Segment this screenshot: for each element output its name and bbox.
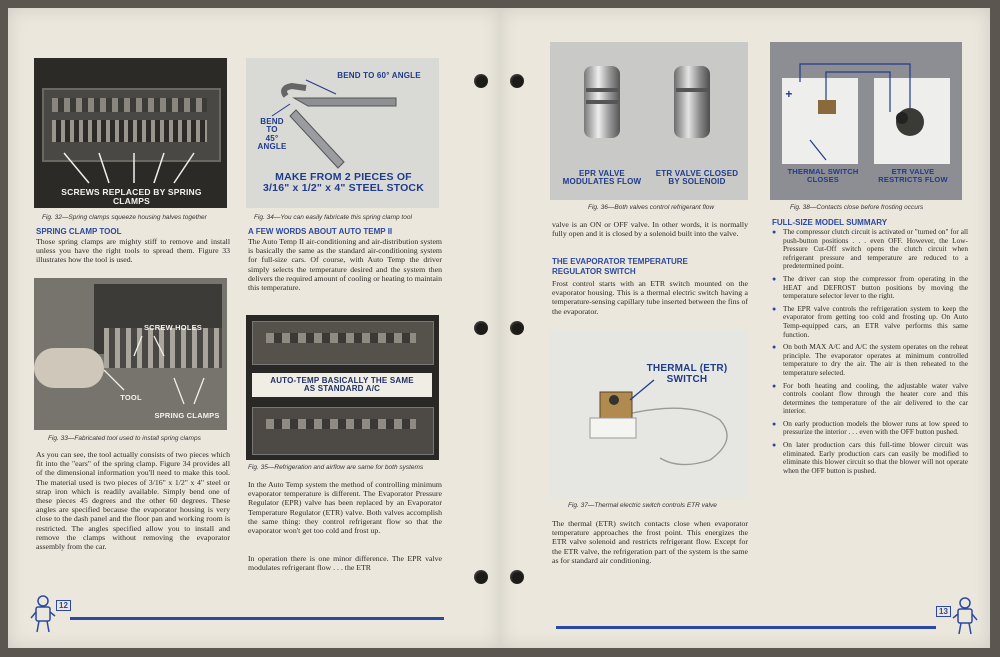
fig34-label-bend60: BEND TO 60° ANGLE — [337, 71, 421, 80]
summary-bullet: ● On later production cars this full-time blower circuit was eliminated. Early production cars can easily be modified to eliminate this blower circuit so that the blower will not operate when the OFF button is pushed. — [772, 441, 968, 475]
auto-temp-paragraph-2: In the Auto Temp system the method of controlling minimum evaporator temperature is different. The Evaporator Pressure Regulator (EPR) valve has been replaced by an Evaporator Temperature Regulator (ETR) valve. Both valves accomplish the same thing: they control refrigerant flow so that the evaporator won't get too cold and frost up. — [248, 480, 442, 536]
fig33-label-spring-clamps: SPRING CLAMPS — [154, 411, 220, 420]
summary-bullet: ● The compressor clutch circuit is activated or "turned on" for all push-button positions . . . even OFF. However, the Low-Pressure Cut-Off switch opens the clutch circuit when refrigerant pressure and temperature are reduced to a predetermined point. — [772, 228, 968, 271]
evap-temp-heading-line2: REGULATOR SWITCH — [552, 267, 636, 276]
fig34-caption: Fig. 34—You can easily fabricate this spring clamp tool — [254, 214, 412, 221]
fig36-caption: Fig. 36—Both valves control refrigerant flow — [588, 204, 715, 211]
fig34-label-bend45-line2: TO — [266, 125, 278, 135]
evap-temp-heading-line1: THE EVAPORATOR TEMPERATURE — [552, 257, 688, 266]
mascot-icon-right — [952, 596, 978, 636]
summary-heading: FULL-SIZE MODEL SUMMARY — [772, 218, 888, 227]
fig34-label-make — [256, 172, 431, 194]
fig38-label-etr-line1: ETR VALVE — [891, 167, 935, 176]
fig33-caption: Fig. 33—Fabricated tool used to install spring clamps — [48, 435, 201, 442]
fig37-label-line2: SWITCH — [666, 373, 708, 385]
fig32-label: SCREWS REPLACED BY SPRING CLAMPS — [61, 187, 202, 206]
mascot-icon-left — [30, 594, 56, 634]
summary-bullet: ● For both heating and cooling, the adjustable water valve controls coolant flow through the heater core and this determines the temperature of the air delivered to the car interior. — [772, 382, 968, 416]
fig37-switch-drawing — [550, 330, 748, 498]
fig37-photo — [550, 330, 748, 498]
fig38-label-switch-line1: THERMAL SWITCH — [787, 167, 859, 176]
spring-clamp-tool-heading: SPRING CLAMP TOOL — [36, 227, 122, 236]
fig34-label-bend45-line3: 45° ANGLE — [257, 133, 287, 152]
auto-temp-body: The Auto Temp II air-conditioning and air-distribution system is basically the same as the standard air-conditioning system for full-size cars. Of course, with Auto Temp the driver simply selects the temperature desired and the system then delivers the required amount of cooling or heating to maintain this temperature. — [248, 237, 442, 293]
binding-hole — [474, 74, 488, 88]
fig34-label-bend45 — [252, 118, 292, 152]
summary-bullet: ● The EPR valve controls the refrigeration system to keep the evaporator from getting too cold and frosting up. On Auto Temp-equipped cars, an ETR valve performs this same function. — [772, 305, 968, 339]
page-number-left: 12 — [56, 600, 71, 611]
fig35-label-line2: AS STANDARD A/C — [303, 384, 381, 394]
right-page — [500, 8, 990, 648]
fig34-label-make-line2: 3/16" x 1/2" x 4" STEEL STOCK — [263, 182, 424, 195]
summary-bullet-list — [772, 228, 968, 479]
summary-bullet: ● On early production models the blower runs at low speed to pressurize the interior . . . even with the OFF button pushed. — [772, 420, 968, 437]
fig34-photo — [246, 58, 439, 208]
fig38-label-etr — [870, 168, 956, 184]
fig36-label-epr — [556, 170, 648, 187]
evap-temp-body: Frost control starts with an ETR switch mounted on the evaporator housing. This is a thermal electric switch having a temperature-sensing capillary tube inserted between the fins of the evaporator. — [552, 279, 748, 316]
summary-bullet: ● The driver can stop the compressor from operating in the HEAT and DEFROST button positions by moving the temperature selector lever to the right. — [772, 275, 968, 301]
fig37-caption: Fig. 37—Thermal electric switch controls ETR valve — [568, 502, 717, 509]
left-page — [8, 8, 501, 648]
binding-hole — [510, 74, 524, 88]
fig32-arrows — [34, 58, 227, 208]
fig36-label-epr-line1: EPR VALVE — [579, 169, 625, 178]
footer-rule-right — [556, 626, 936, 629]
fig33-label-tool: TOOL — [120, 393, 142, 402]
tool-description-text: As you can see, the tool actually consists of two pieces which fit into the "ears" of the spring clamp. Figure 34 provides all of the dimensional information you'll need to make this tool. The material used is two pieces of 3/16" x 1/2" x 4" steel or strap iron which is readily available. Simply bend one of these pieces 45 degrees and the other 60 degrees. These angles are specified because the evaporator housing is very close to the dash panel and the floor pan and working room is restricted. The angles specified allow you to install and remove the clamps without removing the evaporator assembly from the car. — [36, 450, 230, 552]
page-number-right: 13 — [936, 606, 951, 617]
auto-temp-paragraph-3: In operation there is one minor difference. The EPR valve modulates refrigerant flow . . . the ETR — [248, 554, 442, 573]
fig36-label-etr-line2: BY SOLENOID — [668, 177, 726, 187]
fig32-photo — [34, 58, 227, 208]
fig38-caption: Fig. 38—Contacts close before frosting occurs — [790, 204, 924, 211]
binding-hole — [510, 570, 524, 584]
binding-hole — [510, 321, 524, 335]
fig33-label-screw-holes: SCREW HOLES — [143, 323, 203, 332]
fig36-label-epr-line2: MODULATES FLOW — [562, 177, 642, 187]
fig38-photo — [770, 42, 962, 200]
fig34-label-make-line1: MAKE FROM 2 PIECES OF — [275, 171, 412, 183]
fig33-photo — [34, 278, 227, 430]
auto-temp-heading: A FEW WORDS ABOUT AUTO TEMP II — [248, 227, 393, 236]
footer-rule-left — [70, 617, 444, 620]
fig35-label — [252, 377, 432, 394]
fig38-label-switch — [780, 168, 866, 184]
evap-temp-heading — [552, 257, 688, 277]
thermal-switch-text: The thermal (ETR) switch contacts close when evaporator temperature approaches the frost point. This energizes the ETR valve solenoid and restricts refrigerant flow. Except for the ETR valve, the refrigeration part of the system is the same as for standard air conditioning. — [552, 519, 748, 565]
fig37-label-line1: THERMAL (ETR) — [646, 363, 728, 374]
fig38-label-switch-line2: CLOSES — [806, 174, 840, 184]
fig37-label — [642, 364, 732, 385]
fig35-label-line1: AUTO-TEMP BASICALLY THE SAME — [270, 376, 414, 385]
summary-bullet: ● On both MAX A/C and A/C the system operates on the reheat principle. The evaporator operates at minimum controlled temperature to dry the air. The air is then reheated to the temperature selected. — [772, 343, 968, 377]
spring-clamp-tool-body: Those spring clamps are mighty stiff to remove and install unless you have the right tools to spread them. Figure 33 illustrates how the tool is used. — [36, 237, 230, 265]
fig32-caption: Fig. 32—Spring clamps squeeze housing halves together — [42, 214, 207, 221]
binding-hole — [474, 321, 488, 335]
fig35-photo — [246, 315, 439, 460]
fig36-label-etr — [650, 170, 744, 187]
fig35-caption: Fig. 35—Refrigeration and airflow are same for both systems — [248, 464, 424, 471]
binding-hole — [474, 570, 488, 584]
fig33-arrows — [34, 278, 227, 430]
etr-continued-text: valve is an ON or OFF valve. In other words, it is normally fully open and it is closed by a solenoid built into the valve. — [552, 220, 748, 239]
fig34-label-bend45-line1: BEND — [260, 117, 284, 126]
fig38-label-etr-line2: RESTRICTS FLOW — [878, 174, 948, 184]
fig36-label-etr-line1: ETR VALVE CLOSED — [655, 169, 739, 178]
fig36-photo — [550, 42, 748, 200]
fig38-plus: + — [785, 87, 793, 101]
